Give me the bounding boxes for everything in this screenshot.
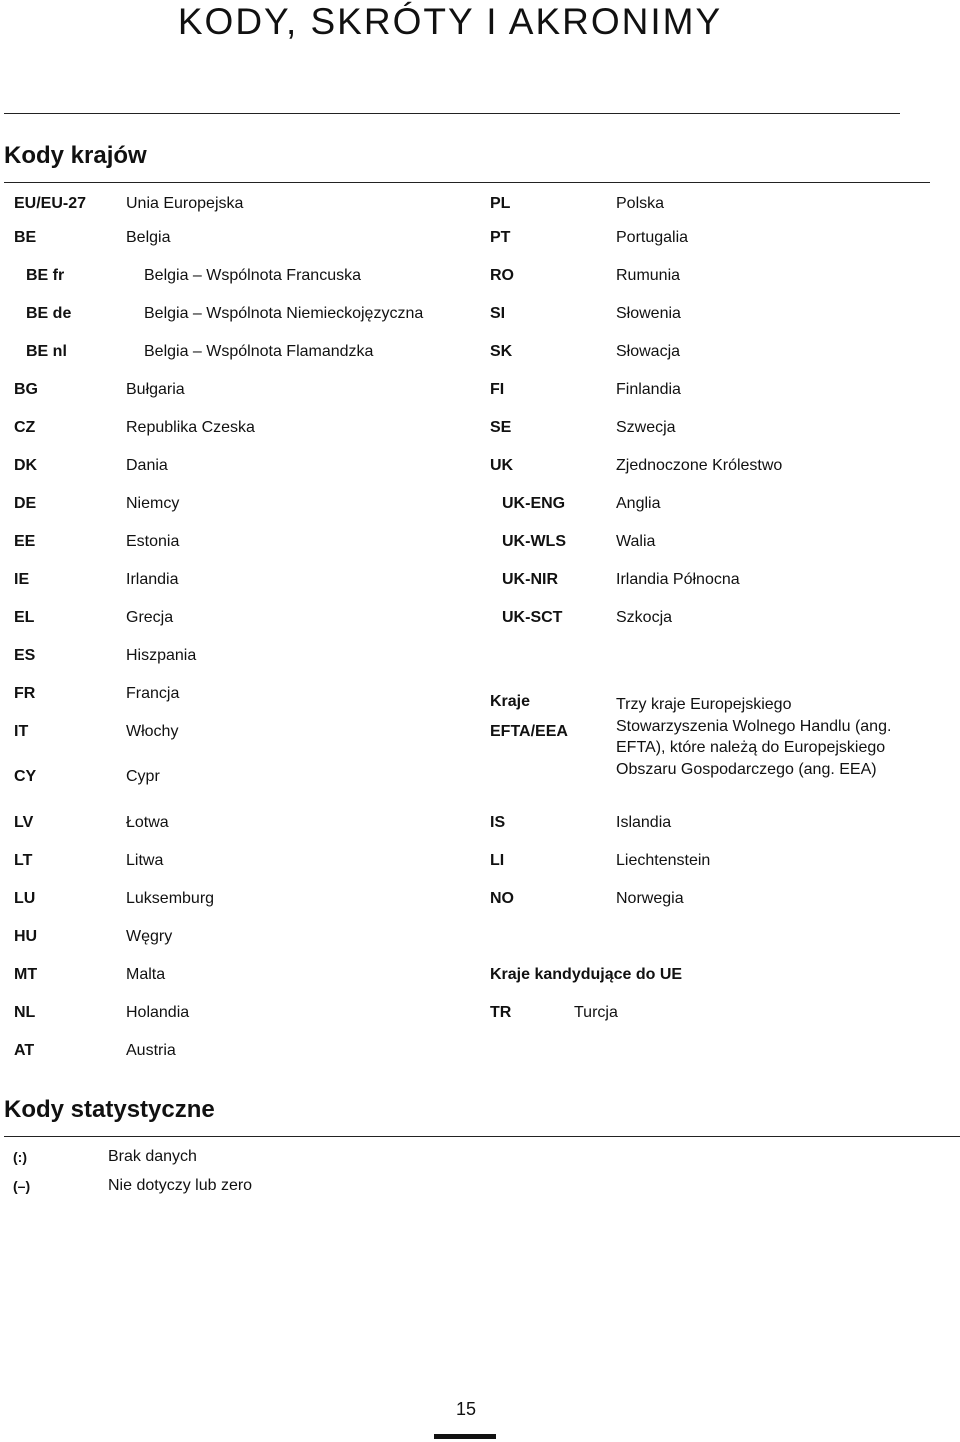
stat-meaning: Nie dotyczy lub zero <box>108 1177 253 1194</box>
country-name: Austria <box>126 1042 176 1059</box>
candidates-heading: Kraje kandydujące do UE <box>490 966 683 983</box>
country-code: RO <box>490 267 514 284</box>
country-name: Finlandia <box>616 381 681 398</box>
title-divider <box>4 113 900 114</box>
country-name: Malta <box>126 966 166 983</box>
country-name: Republika Czeska <box>126 419 255 436</box>
country-name: Bułgaria <box>126 381 185 398</box>
country-name: Grecja <box>126 609 174 626</box>
region-code: UK-NIR <box>502 571 558 588</box>
country-code: TR <box>490 1004 512 1021</box>
country-name: Niemcy <box>126 495 180 512</box>
page-title: KODY, SKRÓTY I AKRONIMY <box>177 1 723 42</box>
region-code: UK-SCT <box>502 609 563 626</box>
country-name: Włochy <box>126 723 179 740</box>
country-name: Szwecja <box>616 419 676 436</box>
country-name: Dania <box>126 457 168 474</box>
country-code: UK <box>490 457 514 474</box>
region-code: BE de <box>26 305 72 322</box>
stat-meaning: Brak danych <box>108 1148 197 1165</box>
region-name: Anglia <box>616 495 661 512</box>
country-code: BE <box>14 229 37 246</box>
country-name: Węgry <box>126 928 173 945</box>
country-code: LV <box>14 814 34 831</box>
country-name: Słowenia <box>616 305 681 322</box>
country-code: LI <box>490 852 505 869</box>
country-code: DE <box>14 495 37 512</box>
country-name: Francja <box>126 685 180 702</box>
country-name: Polska <box>616 195 665 212</box>
country-code: HU <box>14 928 38 945</box>
country-name: Zjednoczone Królestwo <box>616 457 783 474</box>
country-code: EU/EU-27 <box>14 195 87 212</box>
region-name: Szkocja <box>616 609 673 626</box>
page-number: 15 <box>455 1399 477 1419</box>
country-code: NO <box>490 890 514 907</box>
country-code: IT <box>14 723 29 740</box>
country-code: PT <box>490 229 511 246</box>
country-code: EE <box>14 533 36 550</box>
country-name: Litwa <box>126 852 164 869</box>
country-code: IS <box>490 814 506 831</box>
stat-symbol: (–) <box>13 1178 31 1194</box>
country-code: CY <box>14 768 37 785</box>
country-name: Liechtenstein <box>616 852 711 869</box>
country-code: LT <box>14 852 33 869</box>
country-name: Belgia <box>126 229 171 246</box>
country-name: Łotwa <box>126 814 169 831</box>
country-codes-heading: Kody krajów <box>4 142 147 169</box>
country-name: Holandia <box>126 1004 190 1021</box>
efta-label-line1: Kraje <box>490 693 531 710</box>
country-name: Islandia <box>616 814 672 831</box>
country-code: NL <box>14 1004 36 1021</box>
efta-label-line2: EFTA/EEA <box>490 723 568 740</box>
country-code: FI <box>490 381 505 398</box>
region-code: UK-WLS <box>502 533 566 550</box>
country-code: FR <box>14 685 36 702</box>
country-code: BG <box>14 381 38 398</box>
country-name: Luksemburg <box>126 890 215 907</box>
stat-symbol: (:) <box>13 1149 27 1165</box>
country-name: Irlandia <box>126 571 179 588</box>
region-code: BE fr <box>26 267 65 284</box>
country-code: IE <box>14 571 30 588</box>
country-code: PL <box>490 195 511 212</box>
country-code: SI <box>490 305 506 322</box>
country-code: DK <box>14 457 38 474</box>
page-number-bar <box>434 1434 496 1439</box>
statistical-codes-divider <box>4 1136 960 1137</box>
efta-description: Trzy kraje Europejskiego Stowarzyszenia Wolnego Handlu (ang. EFTA), które należą do Europejskiego Obszaru Gospodarczego (ang. EEA) <box>616 696 892 778</box>
region-name: Irlandia Północna <box>616 571 740 588</box>
country-code: CZ <box>14 419 36 436</box>
country-code: MT <box>14 966 38 983</box>
country-name: Estonia <box>126 533 180 550</box>
region-name: Belgia – Wspólnota Flamandzka <box>144 343 374 360</box>
country-code: EL <box>14 609 35 626</box>
country-codes-divider <box>4 182 930 183</box>
country-code: AT <box>14 1042 35 1059</box>
country-name: Unia Europejska <box>126 195 244 212</box>
country-name: Rumunia <box>616 267 681 284</box>
country-name: Norwegia <box>616 890 684 907</box>
country-name: Słowacja <box>616 343 681 360</box>
country-name: Portugalia <box>616 229 689 246</box>
statistical-codes-heading: Kody statystyczne <box>4 1096 215 1123</box>
region-code: UK-ENG <box>502 495 566 512</box>
country-code: SE <box>490 419 512 436</box>
country-code: LU <box>14 890 36 907</box>
country-code: ES <box>14 647 36 664</box>
region-name: Walia <box>616 533 656 550</box>
region-name: Belgia – Wspólnota Francuska <box>144 267 361 284</box>
country-name: Hiszpania <box>126 647 197 664</box>
country-code: SK <box>490 343 513 360</box>
region-code: BE nl <box>26 343 67 360</box>
country-name: Cypr <box>126 768 160 785</box>
country-name: Turcja <box>574 1004 618 1021</box>
region-name: Belgia – Wspólnota Niemieckojęzyczna <box>144 305 424 322</box>
